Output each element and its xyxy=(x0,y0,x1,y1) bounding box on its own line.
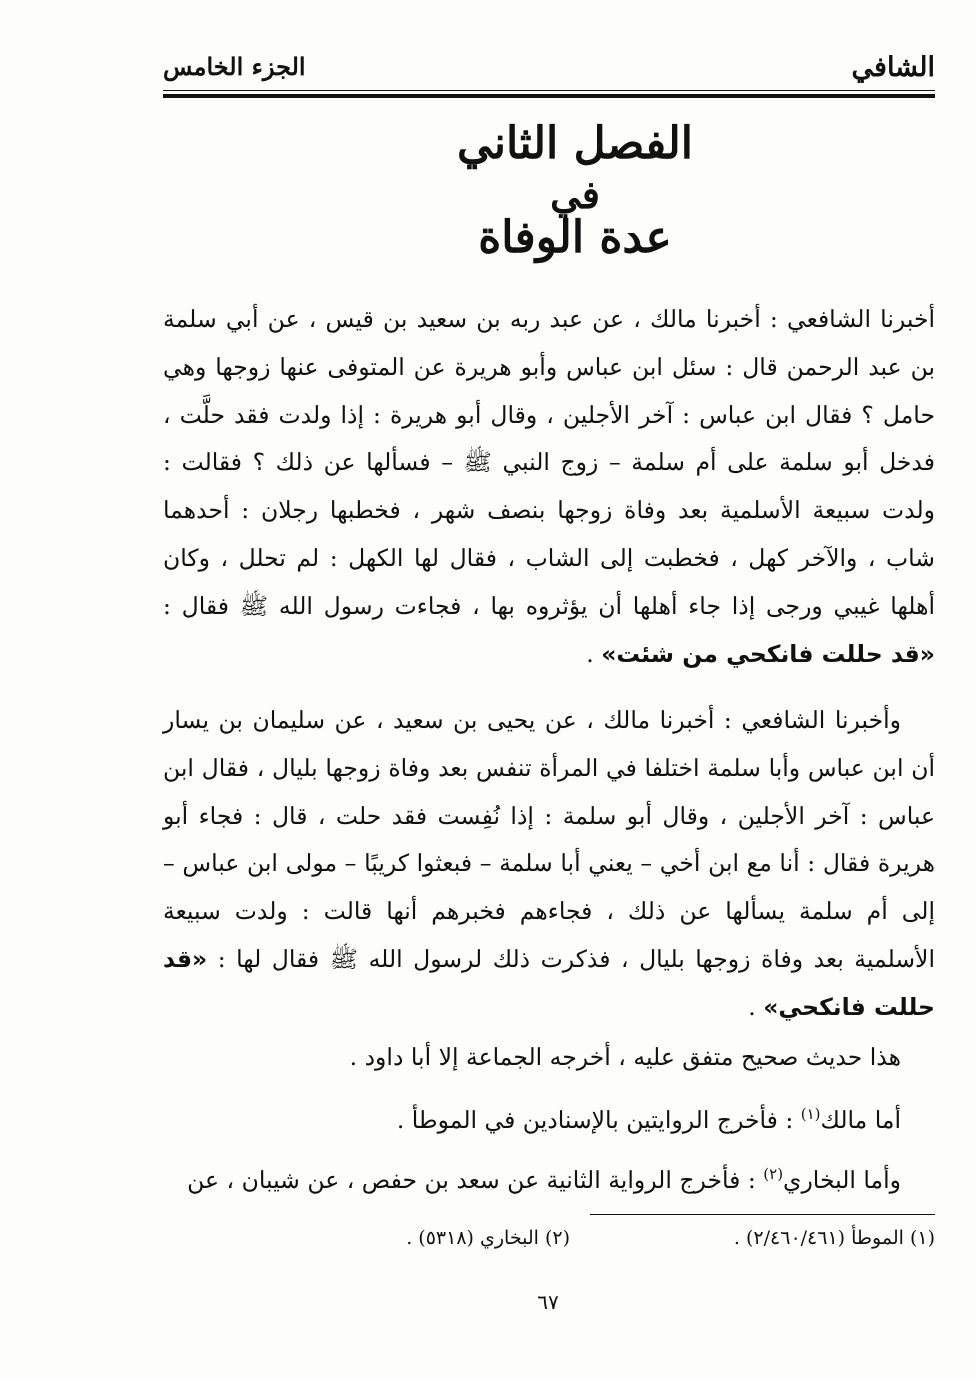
paragraph-malik xyxy=(163,1097,935,1145)
chapter-title-line3: عدة الوفاة xyxy=(478,212,672,263)
chapter-title-line2: في xyxy=(550,172,600,217)
footnote-2: (٢) البخاري (٥٣١٨) . xyxy=(406,1227,570,1249)
paragraph-text: : فأخرج الرواية الثانية عن سعد بن حفص ، عن شيبان ، عن xyxy=(187,1166,764,1194)
paragraph-end: . xyxy=(748,992,764,1021)
prophet-quote: «قد حللت فانكحي من شئت» xyxy=(601,639,935,668)
paragraph-lead: أما مالك xyxy=(820,1106,901,1134)
prophet-quote: «قد حللت فانكحي» xyxy=(163,944,935,1021)
paragraph-second-hadith xyxy=(163,697,935,1032)
part-label: الجزء الخامس xyxy=(163,52,306,81)
running-header xyxy=(163,52,935,92)
paragraph-text: وأخبرنا الشافعي : أخبرنا مالك ، عن يحيى بن سعيد ، عن سليمان بن يسار أن ابن عباس وأبا سلمة اختلفا في المرأة تنفس بعد وفاة زوجها بليال ، فقال ابن عباس : آخر الأجلين ، وقال أبو سلمة : إذا نُفِست فقد حلت ، قال : فجاء أبو هريرة فقال : أنا مع ابن أخي – يعني أبا سلمة – فبعثوا كريبًا – مولى ابن عباس – إلى أم سلمة يسألها عن ذلك ، فجاءهم فخبرهم أنها قالت : ولدت سبيعة الأسلمية بعد وفاة زوجها بليال ، فذكرت ذلك لرسول الله ﷺ فقال لها : xyxy=(163,706,935,973)
footnote-ref-1: (١) xyxy=(800,1105,821,1124)
paragraph-text: : فأخرج الروايتين بالإسنادين في الموطأ . xyxy=(396,1106,801,1134)
paragraph-lead: وأما البخاري xyxy=(783,1166,901,1194)
chapter-title-line1: الفصل الثاني xyxy=(457,118,693,169)
paragraph-end: . xyxy=(586,639,602,668)
footnote-1: (١) الموطأ (٢/٤٦٠/٤٦١) . xyxy=(733,1227,935,1249)
header-rule-thin xyxy=(163,90,935,91)
page-number: ٦٧ xyxy=(537,1290,559,1314)
book-title: الشافي xyxy=(851,52,935,83)
paragraph-text: أخبرنا الشافعي : أخبرنا مالك ، عن عبد ربه بن سعيد بن قيس ، عن أبي سلمة بن عبد الرحمن قال : سئل ابن عباس وأبو هريرة عن المتوفى عنها زوجها وهي حامل ؟ فقال ابن عباس : آخر الأجلين ، وقال أبو هريرة : إذا ولدت فقد حلَّت ، فدخل أبو سلمة على أم سلمة – زوج النبي ﷺ – فسألها عن ذلك ؟ فقالت : ولدت سبيعة الأسلمية بعد وفاة زوجها بنصف شهر ، فخطبها رجلان : أحدهما شاب ، والآخر كهل ، فخطبت إلى الشاب ، فقال لها الكهل : لم تحلل ، وكان أهلها غيبي ورجى إذا جاء أهلها أن يؤثروه بها ، فجاءت رسول الله ﷺ فقال : xyxy=(163,305,935,620)
paragraph-bukhari xyxy=(163,1157,935,1205)
footnote-separator xyxy=(590,1214,935,1215)
footnote-ref-2: (٢) xyxy=(763,1165,784,1184)
header-rule-thick xyxy=(163,94,935,98)
paragraph-grading: هذا حديث صحيح متفق عليه ، أخرجه الجماعة إلا أبا داود . xyxy=(349,1043,901,1071)
paragraph-first-hadith xyxy=(163,296,935,678)
